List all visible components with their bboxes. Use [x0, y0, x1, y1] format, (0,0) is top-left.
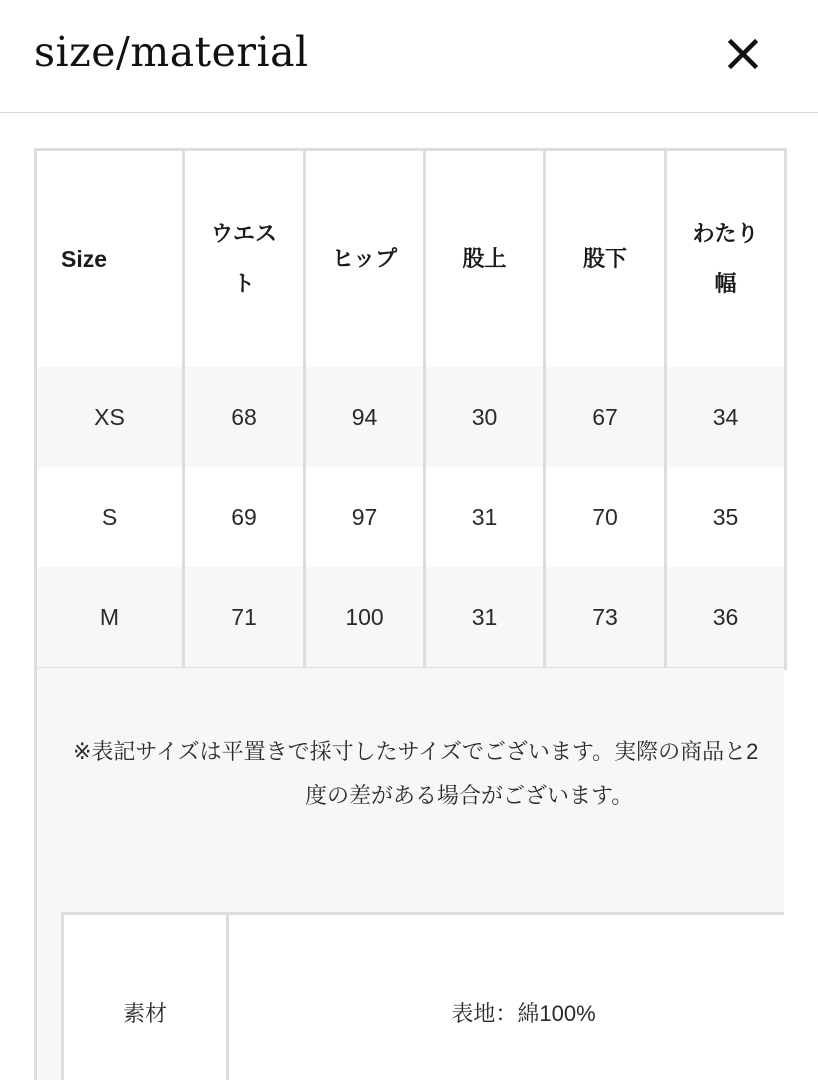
table-row	[36, 567, 786, 669]
info-panel	[34, 668, 784, 1080]
header-thigh-width	[666, 150, 786, 368]
cell-inseam: 67	[545, 367, 666, 467]
material-row	[63, 914, 785, 1080]
table-row	[36, 467, 786, 567]
cell-size: XS	[36, 367, 184, 467]
material-label: 素材	[63, 914, 228, 1080]
cell-waist: 69	[184, 467, 305, 567]
close-button[interactable]	[722, 32, 766, 76]
header-hip	[305, 150, 425, 368]
cell-inseam: 73	[545, 567, 666, 669]
header-waist-label: ウエスト	[210, 221, 277, 296]
table-row	[36, 367, 786, 467]
header-size: Size	[36, 150, 184, 368]
header-inseam-label: 股下	[582, 246, 627, 271]
cell-rise: 30	[425, 367, 545, 467]
header-thigh-width-label: わたり幅	[692, 221, 759, 296]
cell-hip: 97	[305, 467, 425, 567]
close-icon	[722, 32, 766, 76]
size-table-header-row	[36, 150, 786, 368]
header-rise	[425, 150, 545, 368]
header-hip-label: ヒップ	[331, 246, 398, 271]
cell-thigh-width: 34	[666, 367, 786, 467]
cell-hip: 100	[305, 567, 425, 669]
header-rise-label: 股上	[462, 246, 507, 271]
material-table	[61, 912, 784, 1080]
header-waist	[184, 150, 305, 368]
cell-inseam: 70	[545, 467, 666, 567]
cell-rise: 31	[425, 567, 545, 669]
size-note	[73, 730, 784, 818]
cell-waist: 71	[184, 567, 305, 669]
size-note-line1: ※表記サイズは平置きで採寸したサイズでございます。実際の商品と2	[73, 739, 759, 764]
size-table	[34, 148, 787, 670]
cell-thigh-width: 36	[666, 567, 786, 669]
cell-hip: 94	[305, 367, 425, 467]
cell-waist: 68	[184, 367, 305, 467]
header-inseam	[545, 150, 666, 368]
cell-rise: 31	[425, 467, 545, 567]
modal-title: size/material	[34, 28, 309, 76]
cell-size: M	[36, 567, 184, 669]
cell-size: S	[36, 467, 184, 567]
cell-thigh-width: 35	[666, 467, 786, 567]
modal-header	[0, 0, 818, 113]
material-value: 表地：綿100%	[228, 914, 785, 1080]
size-note-line2: 度の差がある場合がございます。	[305, 783, 634, 808]
